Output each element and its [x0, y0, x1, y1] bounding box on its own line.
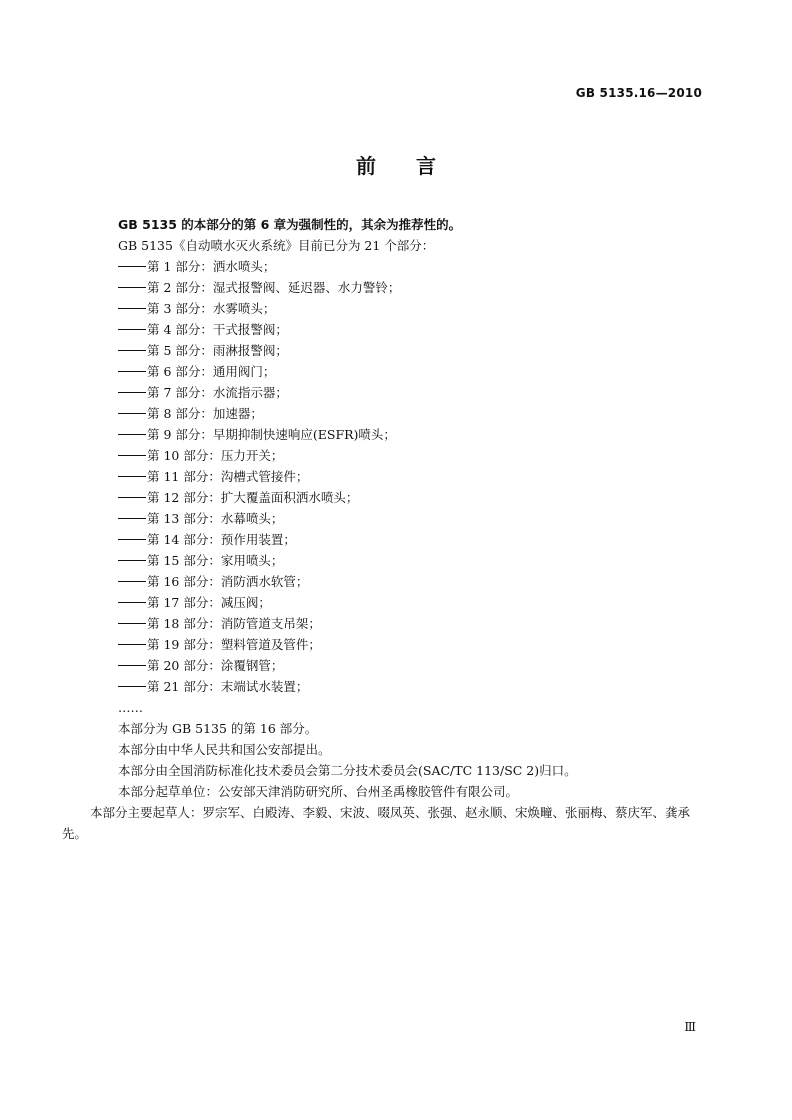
list-item: 第 4 部分：干式报警阀；	[90, 319, 710, 340]
standard-number: GB 5135.16—2010	[575, 86, 702, 100]
dash-mark	[118, 455, 146, 456]
list-item: 第 15 部分：家用喷头；	[90, 550, 710, 571]
ellipsis: ……	[118, 700, 143, 715]
list-item: 第 13 部分：水幕喷头；	[90, 508, 710, 529]
list-item: 第 10 部分：压力开关；	[90, 445, 710, 466]
part-designation: 本部分为 GB 5135 的第 16 部分。	[118, 721, 318, 736]
list-item: 第 12 部分：扩大覆盖面积洒水喷头；	[90, 487, 710, 508]
dash-mark	[118, 581, 146, 582]
list-item: 第 2 部分：湿式报警阀、延迟器、水力警铃；	[90, 277, 710, 298]
drafting-organizations: 本部分起草单位：公安部天津消防研究所、台州圣禹橡胶管件有限公司。	[118, 784, 519, 799]
dash-mark	[118, 329, 146, 330]
dash-mark	[118, 665, 146, 666]
list-item: 第 21 部分：末端试水装置；	[90, 676, 710, 697]
list-item: 第 3 部分：水雾喷头；	[90, 298, 710, 319]
proposer: 本部分由中华人民共和国公安部提出。	[118, 742, 331, 757]
page-number: Ⅲ	[684, 1020, 696, 1034]
list-item: 第 20 部分：涂覆钢管；	[90, 655, 710, 676]
dash-mark	[118, 350, 146, 351]
document-body	[62, 214, 710, 844]
dash-mark	[118, 623, 146, 624]
dash-mark	[118, 518, 146, 519]
list-item: 第 9 部分：早期抑制快速响应(ESFR)喷头；	[90, 424, 710, 445]
dash-mark	[118, 497, 146, 498]
parts-statement: GB 5135《自动喷水灭火系统》目前已分为 21 个部分：	[118, 238, 435, 253]
list-item: 第 19 部分：塑料管道及管件；	[90, 634, 710, 655]
list-item: 第 16 部分：消防洒水软管；	[90, 571, 710, 592]
list-item: 第 6 部分：通用阀门；	[90, 361, 710, 382]
drafters: 本部分主要起草人：罗宗军、白殿涛、李毅、宋波、啜凤英、张强、赵永顺、宋焕疃、张丽梅、蔡庆军、龚承先。	[62, 805, 691, 841]
dash-mark	[118, 371, 146, 372]
list-item: 第 8 部分：加速器；	[90, 403, 710, 424]
technical-committee: 本部分由全国消防标准化技术委员会第二分技术委员会(SAC/TC 113/SC 2)归口。	[118, 763, 577, 778]
dash-mark	[118, 287, 146, 288]
list-item: 第 17 部分：减压阀；	[90, 592, 710, 613]
mandatory-statement: GB 5135 的本部分的第 6 章为强制性的，其余为推荐性的。	[118, 217, 462, 232]
dash-mark	[118, 644, 146, 645]
dash-mark	[118, 392, 146, 393]
parts-list	[90, 256, 710, 697]
list-item: 第 5 部分：雨淋报警阀；	[90, 340, 710, 361]
dash-mark	[118, 560, 146, 561]
dash-mark	[118, 476, 146, 477]
dash-mark	[118, 686, 146, 687]
list-item: 第 18 部分：消防管道支吊架；	[90, 613, 710, 634]
list-item: 第 14 部分：预作用装置；	[90, 529, 710, 550]
dash-mark	[118, 602, 146, 603]
dash-mark	[118, 266, 146, 267]
dash-mark	[118, 308, 146, 309]
page-title: 前言	[356, 154, 476, 178]
dash-mark	[118, 539, 146, 540]
dash-mark	[118, 413, 146, 414]
list-item: 第 11 部分：沟槽式管接件；	[90, 466, 710, 487]
list-item: 第 7 部分：水流指示器；	[90, 382, 710, 403]
list-item: 第 1 部分：洒水喷头；	[90, 256, 710, 277]
dash-mark	[118, 434, 146, 435]
